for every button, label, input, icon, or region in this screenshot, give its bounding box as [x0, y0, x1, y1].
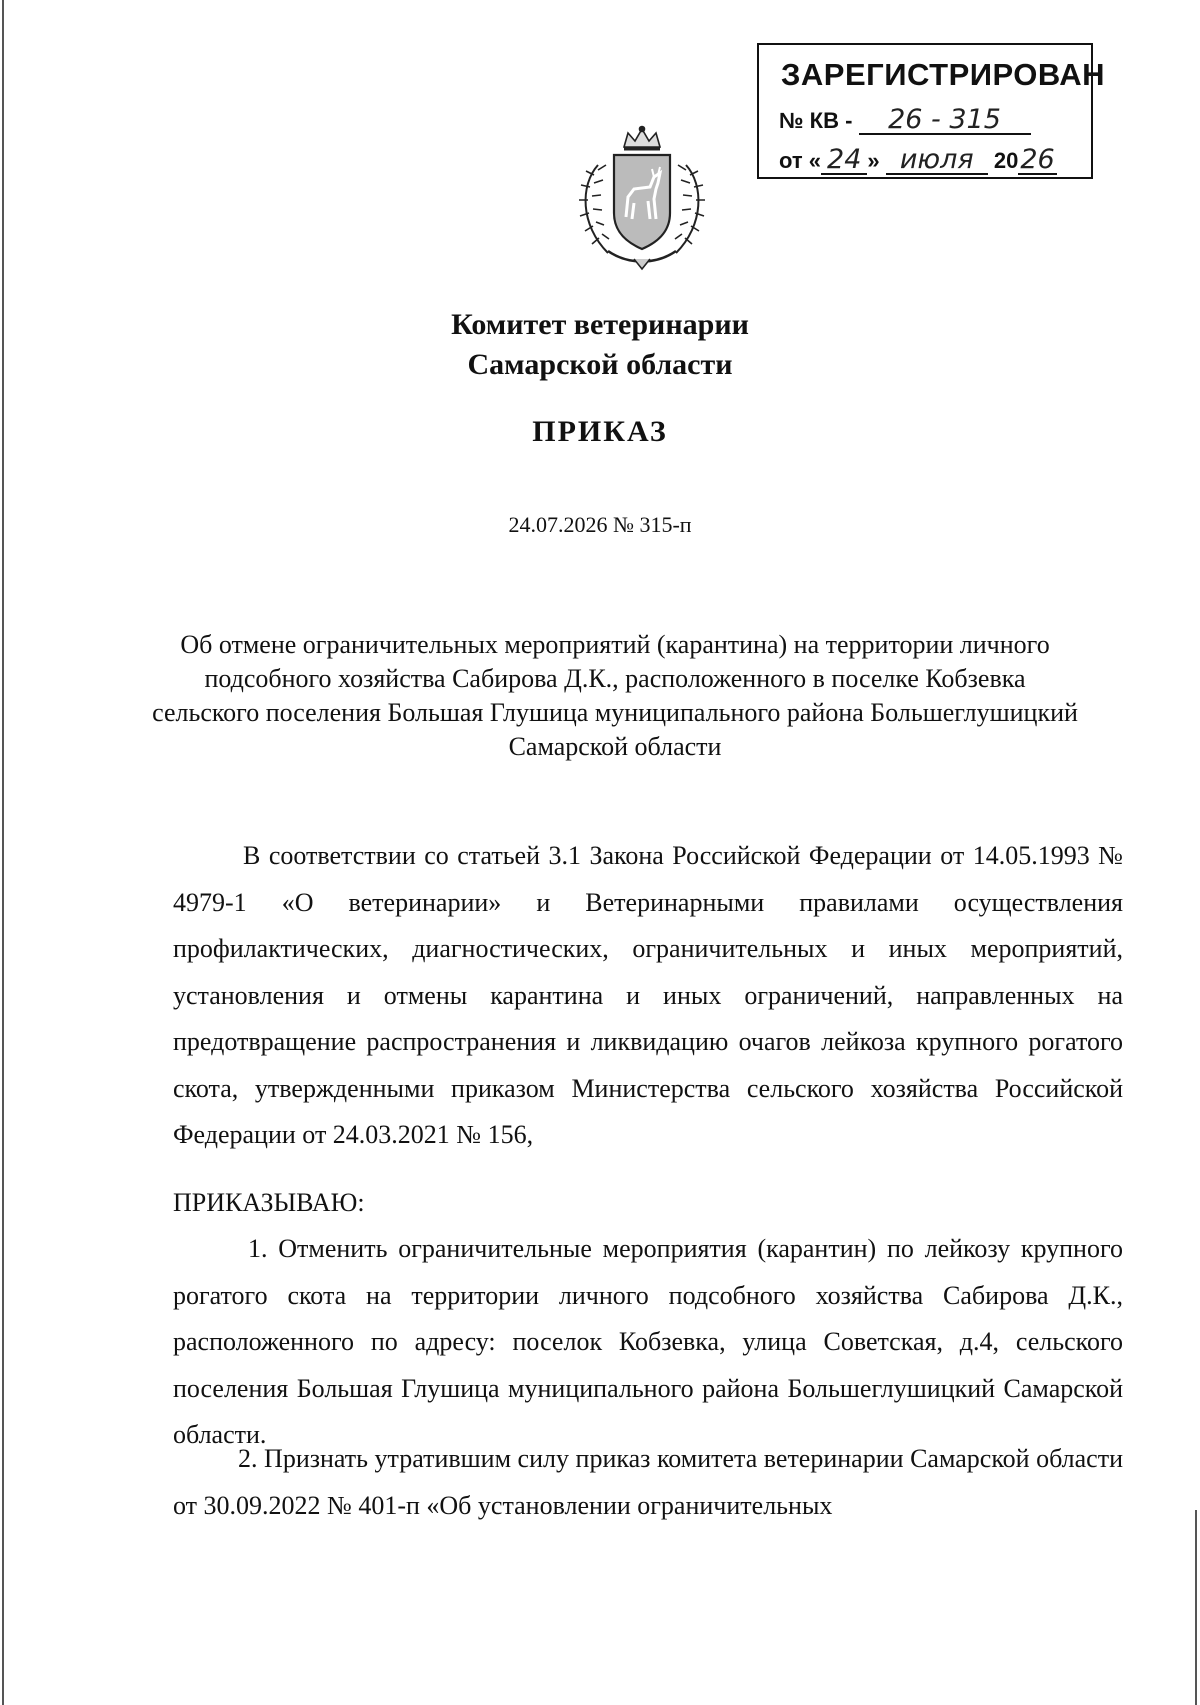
- order-item-2: 2. Признать утратившим силу приказ комитета ветеринарии Самарской области от 30.09.2022 № 401-п «Об установлении ограничительных: [173, 1444, 1123, 1520]
- scan-left-edge: [2, 0, 4, 1705]
- samara-coat-of-arms-icon: [568, 125, 716, 273]
- stamp-number-handwritten: 26 - 315: [859, 107, 1031, 135]
- stamp-number-prefix: № КВ -: [779, 108, 853, 133]
- stamp-date-month-handwritten: июля: [886, 147, 988, 175]
- stamp-date-year-printed: 20: [993, 148, 1019, 173]
- registration-stamp: [757, 43, 1106, 179]
- scan-right-edge: [1195, 1510, 1197, 1705]
- stamp-date-prefix: от «: [779, 148, 822, 173]
- document-type-title: ПРИКАЗ: [532, 415, 668, 448]
- preamble-paragraph: В соответствии со статьей 3.1 Закона Российской Федерации от 14.05.1993 № 4979-1 «О ветеринарии» и Ветеринарными правилами осуществления профилактических, диагностических, ограничительных и иных мероприятий, установления и отмены карантина и иных ограничений, направленных на предотвращение распространения и ликвидацию очагов лейкоза крупного рогатого скота, утвержденными приказом Министерства сельского хозяйства Российской Федерации от 24.03.2021 № 156,: [173, 841, 1123, 1149]
- order-directive-word: ПРИКАЗЫВАЮ:: [173, 1188, 365, 1217]
- agency-name-line2: Самарской области: [467, 348, 733, 381]
- agency-name-line1: Комитет ветеринарии: [451, 308, 749, 341]
- stamp-date-mid: »: [867, 148, 880, 173]
- order-subject: Об отмене ограничительных мероприятий (карантина) на территории личного подсобного хозяйства Сабирова Д.К., расположенного в поселке Кобзевка сельского поселения Большая Глушица муниципального района Большеглушицкий Самарской области: [152, 630, 1078, 761]
- stamp-number-row: [779, 104, 1031, 135]
- order-item-1: 1. Отменить ограничительные мероприятия (карантин) по лейкозу крупного рогатого скота на территории личного подсобного хозяйства Сабирова Д.К., расположенного по адресу: поселок Кобзевка, улица Советская, д.4, сельского поселения Большая Глушица муниципального района Большеглушицкий Самарской области.: [173, 1234, 1123, 1449]
- stamp-title: ЗАРЕГИСТРИРОВАН: [781, 57, 1106, 92]
- stamp-date-year-handwritten: 26: [1020, 144, 1055, 175]
- order-date-number: 24.07.2026 № 315-п: [508, 512, 692, 537]
- stamp-date-day-handwritten: 24: [821, 147, 867, 175]
- stamp-date-row: [779, 144, 1057, 175]
